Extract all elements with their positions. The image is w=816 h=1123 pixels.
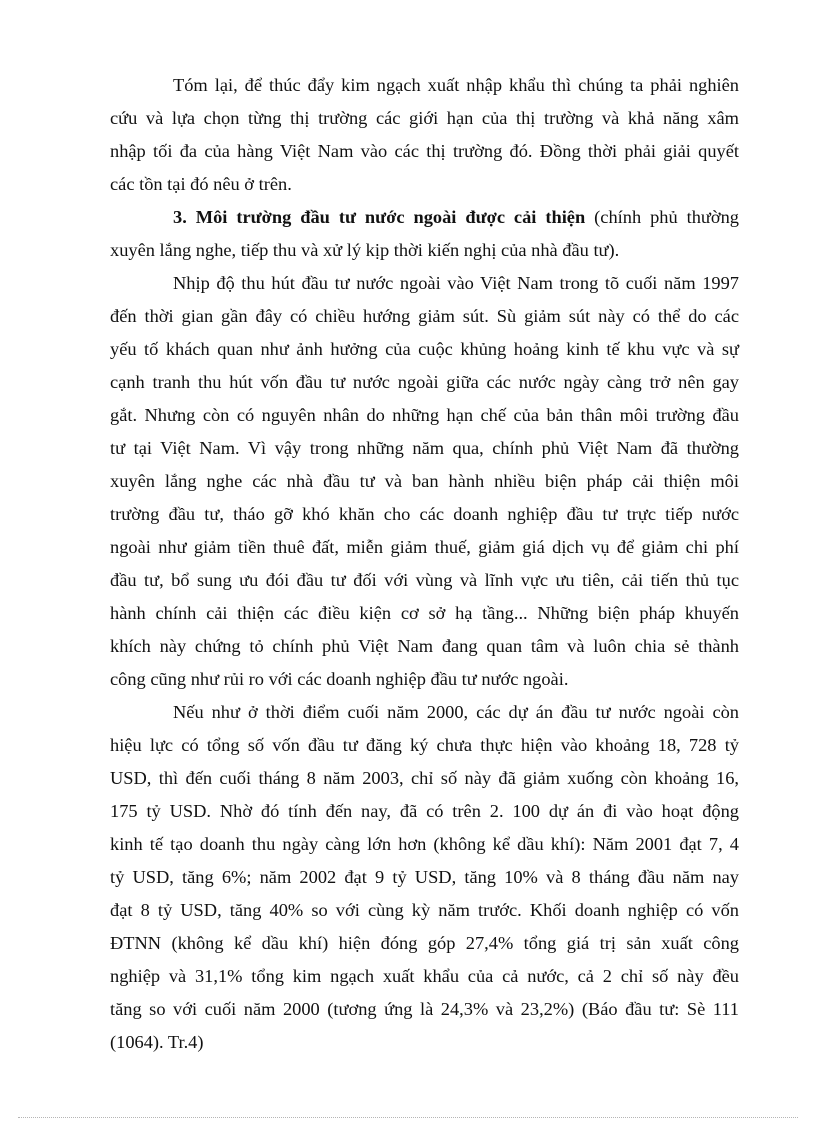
text-line: nghiệp và 31,1% tổng kim ngạch xuất khẩu của cả nước, cả 2 chỉ số này đều: [110, 966, 739, 986]
text-line: tỷ USD, tăng 6%; năm 2002 đạt 9 tỷ USD, tăng 10% và 8 tháng đầu năm nay: [110, 867, 739, 887]
text-line: ĐTNN (không kể dầu khí) hiện đóng góp 27,4% tổng giá trị sản xuất công: [110, 933, 739, 953]
text-line: Nếu như ở thời điểm cuối năm 2000, các dự án đầu tư nước ngoài còn: [173, 702, 739, 722]
text-line: gắt. Nhưng còn có nguyên nhân do những hạn chế của bản thân môi trường đầu: [110, 405, 739, 425]
section-heading: 3. Môi trường đầu tư nước ngoài được cải thiện: [173, 207, 586, 227]
page-footer-divider: [18, 1117, 798, 1118]
text-line: USD, thì đến cuối tháng 8 năm 2003, chỉ số này đã giảm xuống còn khoảng 16,: [110, 768, 739, 788]
text-line: 175 tỷ USD. Nhờ đó tính đến nay, đã có trên 2. 100 dự án đi vào hoạt động: [110, 801, 739, 821]
text-line: trường đầu tư, tháo gỡ khó khăn cho các doanh nghiệp đầu tư trực tiếp nước: [110, 504, 739, 524]
text-line: đầu tư, bổ sung ưu đói đầu tư đối với vùng và lĩnh vực ưu tiên, cải tiến thủ tục: [110, 570, 739, 590]
text-line: yếu tố khách quan như ảnh hưởng của cuộc khủng hoảng kinh tế khu vực và sự: [110, 339, 739, 359]
text-line: tăng so với cuối năm 2000 (tương ứng là 24,3% và 23,2%) (Báo đầu tư: Sè 111: [110, 999, 739, 1019]
text-line: khích này chứng tỏ chính phủ Việt Nam đang quan tâm và luôn chia sẻ thành: [110, 636, 739, 656]
text-line: đến thời gian gần đây có chiều hướng giảm sút. Sù giảm sút này có thể do các: [110, 306, 739, 326]
text-line: kinh tế tạo doanh thu ngày càng lớn hơn (không kể dầu khí): Năm 2001 đạt 7, 4: [110, 834, 739, 854]
text-line: hiệu lực có tổng số vốn đầu tư đăng ký chưa thực hiện vào khoảng 18, 728 tỷ: [110, 735, 739, 755]
text-line: hành chính cải thiện các điều kiện cơ sở hạ tầng... Những biện pháp khuyến: [110, 603, 739, 623]
text-line: xuyên lắng nghe các nhà đầu tư và ban hành nhiều biện pháp cải thiện môi: [110, 471, 739, 491]
text-line: [173, 206, 739, 228]
text-line: tư tại Việt Nam. Vì vậy trong những năm qua, chính phủ Việt Nam đã thường: [110, 438, 739, 458]
text-line: ngoài như giảm tiền thuê đất, miễn giảm thuế, giảm giá dịch vụ để giảm chi phí: [110, 537, 739, 557]
text-line: cứu và lựa chọn từng thị trường các giới hạn của thị trường và khả năng xâm: [110, 108, 739, 128]
text-line: cạnh tranh thu hút vốn đầu tư nước ngoài giữa các nước ngày càng trở nên gay: [110, 372, 739, 392]
text-line: đạt 8 tỷ USD, tăng 40% so với cùng kỳ năm trước. Khối doanh nghiệp có vốn: [110, 900, 739, 920]
text-line: Nhịp độ thu hút đầu tư nước ngoài vào Việt Nam trong tõ cuối năm 1997: [173, 273, 739, 293]
text-line: (1064). Tr.4): [110, 1032, 204, 1052]
text-line: các tồn tại đó nêu ở trên.: [110, 174, 292, 194]
heading-note: (chính phủ thường: [585, 207, 740, 227]
text-line: xuyên lắng nghe, tiếp thu và xử lý kịp thời kiến nghị của nhà đầu tư).: [110, 240, 620, 260]
text-line: công cũng như rủi ro với các doanh nghiệp đầu tư nước ngoài.: [110, 669, 569, 689]
text-line: Tóm lại, để thúc đẩy kim ngạch xuất nhập khẩu thì chúng ta phải nghiên: [173, 75, 739, 95]
text-line: nhập tối đa của hàng Việt Nam vào các thị trường đó. Đồng thời phải giải quyết: [110, 141, 739, 161]
